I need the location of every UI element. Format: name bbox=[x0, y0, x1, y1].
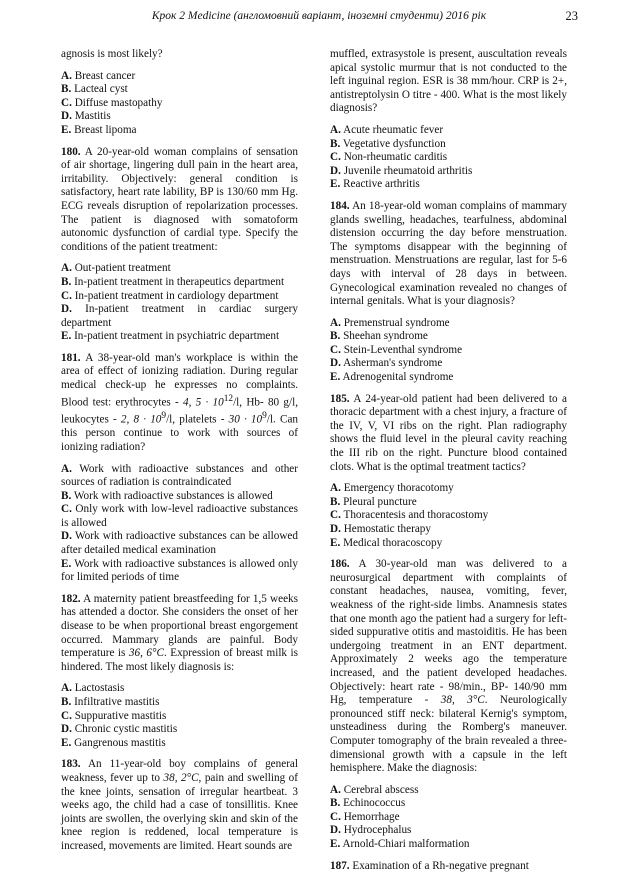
answer-option: B. Sheehan syndrome bbox=[330, 330, 428, 343]
question-text: An 18-year-old woman complains of mammary glands swelling, headaches, tearfulness, abdominal distension occurring the day before menstruation. The symptoms disappear with the beginning of menstruation. Menstruations are regular, last for 5-6 days with interval of 28 days in between. Gynecological examination revealed no changes of internal genitals. What is your diagnosis? bbox=[330, 199, 567, 308]
answer-option: C. Only work with low-level radioactive substances is allowed bbox=[61, 503, 299, 529]
question-number: 181. bbox=[61, 351, 81, 364]
question-186: 186. A 30-year-old man was delivered to a neurosurgical department with complaints of constant headaches, nausea, vomiting, fever, weakness of the right-side limbs. Anamnesis states that one month ago the patient had a surgery for left-sided suppurative otitis and mastoiditis. He has been undergoing treatment in an ENT department. Approximately 2 weeks ago the temperature increased, and the patient developed headaches. Objectively: heart rate - 98/min., BP- 140/90 mm Hg, temperature - 38, 3°C. Neurologically pronounced stiff neck: bilateral Kernig's symptom, unsteadiness during the Romberg's maneuver. Computer tomography of the brain revealed a three-dimensional growth with a capsule in the left hemisphere. Make the diagnosis: bbox=[330, 558, 567, 775]
answer-option: B. Infiltrative mastitis bbox=[61, 696, 160, 708]
answer-option: E. Medical thoracoscopy bbox=[330, 536, 443, 549]
right-column bbox=[330, 48, 567, 881]
question-text: A 20-year-old woman complains of sensation of air shortage, lingering dull pain in the heart area, irritability. Objectively: general condition is satisfactory, heart rate lability, BP is 130/60 mm Hg. ECG reveals disruption of repolarization processes. The patient is diagnosed with somatoform autonomic dysfunction of cardial type. Specify the conditions of the patient treatment: bbox=[61, 145, 298, 253]
answer-option: B. Echinococcus bbox=[330, 797, 406, 810]
answer-option: E. Arnold-Chiari malformation bbox=[330, 838, 470, 851]
question-number: 180. bbox=[61, 145, 81, 158]
answer-options bbox=[330, 784, 567, 852]
question-continuation: muffled, extrasystole is present, auscultation reveals apical systolic murmur that is not conducted to the left inguinal region. ESR is 38 mm/hour. CRP is 2+, antistreptolysin O titre - 400. What is the most likely diagnosis? bbox=[330, 48, 567, 115]
question-182: 182. A maternity patient breastfeeding for 1,5 weeks has attended a doctor. She considers the onset of her disease to be when proportional breast engorgement occurred. Mammary glands are painful. Body temperature is 36, 6°C. Expression of breast milk is hindered. The most likely diagnosis is: bbox=[61, 592, 298, 673]
answer-options bbox=[330, 124, 567, 192]
answer-option: D. Juvenile rheumatoid arthritis bbox=[330, 164, 473, 177]
answer-option: D. Chronic cystic mastitis bbox=[61, 723, 178, 736]
answer-options bbox=[61, 463, 298, 585]
answer-option: A. Emergency thoracotomy bbox=[330, 482, 454, 495]
question-number: 187. bbox=[330, 859, 350, 872]
answer-option: E. Gangrenous mastitis bbox=[61, 736, 166, 749]
question-number: 186. bbox=[330, 558, 350, 571]
answer-option: B. Lacteal cyst bbox=[61, 83, 128, 96]
answer-option: C. Suppurative mastitis bbox=[61, 709, 167, 722]
question-187 bbox=[330, 860, 567, 874]
answer-option: C. Thoracentesis and thoracostomy bbox=[330, 509, 489, 522]
question-number: 184. bbox=[330, 199, 350, 212]
answer-option: C. Non-rheumatic carditis bbox=[330, 151, 448, 164]
answer-options bbox=[61, 262, 298, 344]
answer-option: B. Pleural puncture bbox=[330, 495, 417, 508]
answer-option: B. In-patient treatment in therapeutics department bbox=[61, 275, 285, 288]
answer-option: A. Out-patient treatment bbox=[61, 262, 171, 275]
answer-option: A. Lactostasis bbox=[61, 682, 125, 695]
answer-options bbox=[330, 482, 567, 550]
answer-option: C. Diffuse mastopathy bbox=[61, 96, 163, 109]
answer-option: C. Hemorrhage bbox=[330, 810, 400, 823]
answer-option: D. Hemostatic therapy bbox=[330, 523, 431, 535]
answer-option: E. Reactive arthritis bbox=[330, 178, 420, 191]
question-180 bbox=[61, 146, 298, 255]
answer-options bbox=[330, 317, 567, 385]
page-number: 23 bbox=[565, 9, 578, 23]
answer-option: E. Breast lipoma bbox=[61, 123, 137, 136]
question-text: A 24-year-old patient had been delivered to a thoracic department with a chest injury, a fracture of the IV, V, VI ribs on the right. Plan radiography shows the fluid level in the pleural cavity reaching the III rib on the right. Puncture blood contained clots. What is the optimal treatment tactics? bbox=[330, 392, 567, 473]
answer-option: A. Work with radioactive substances and other sources of radiation is contraindicated bbox=[61, 462, 298, 489]
answer-option: A. Breast cancer bbox=[61, 69, 136, 82]
answer-option: D. Work with radioactive substances can be allowed after detailed medical examination bbox=[61, 530, 298, 557]
question-continuation: agnosis is most likely? bbox=[61, 48, 163, 60]
answer-options bbox=[61, 682, 298, 750]
answer-option: E. In-patient treatment in psychiatric department bbox=[61, 330, 280, 343]
question-181: 181. A 38-year-old man's workplace is within the area of effect of ionizing radiation. During regular medical check-up he expresses no complaints. Blood test: erythrocytes - 4, $5 \cdot 10^{12}/l$, Hb- 80 g/l, leukocytes - 2, $8 \cdot 10^9/l$, platelets - $30 \cdot 10^9/l$. Can this person continue to work with sources of ionizing radiation? bbox=[61, 351, 299, 453]
question-185 bbox=[330, 393, 567, 475]
answer-option: A. Premenstrual syndrome bbox=[330, 316, 450, 329]
answer-option: E. Adrenogenital syndrome bbox=[330, 371, 454, 384]
question-184 bbox=[330, 200, 567, 309]
question-number: 183. bbox=[61, 758, 81, 771]
answer-option: A. Cerebral abscess bbox=[330, 783, 419, 796]
page-header bbox=[0, 8, 638, 28]
answer-option: C. In-patient treatment in cardiology department bbox=[61, 289, 279, 302]
left-column bbox=[61, 48, 298, 862]
answer-option: D. Asherman's syndrome bbox=[330, 357, 443, 370]
answer-option: D. Hydrocephalus bbox=[330, 824, 412, 837]
answer-options bbox=[61, 70, 298, 138]
answer-option: A. Acute rheumatic fever bbox=[330, 123, 444, 136]
running-title: Крок 2 Medicine (англомовний варіант, іноземні студенти) 2016 рік bbox=[151, 10, 487, 22]
answer-option: B. Work with radioactive substances is allowed bbox=[61, 489, 273, 502]
question-183: 183. An 11-year-old boy complains of general weakness, fever up to 38, 2°C, pain and swelling of the knee joints, sensation of irregular heartbeat. 3 weeks ago, the child had a case of tonsillitis. Knee joints are swollen, the overlying skin and skin of the knee region is reddened, local temperature is increased, movements are limited. Heart sounds are bbox=[61, 758, 298, 852]
question-number: 185. bbox=[330, 392, 350, 405]
answer-option: B. Vegetative dysfunction bbox=[330, 137, 446, 150]
question-text: Examination of a Rh-negative pregnant bbox=[352, 859, 529, 872]
answer-option: C. Stein-Leventhal syndrome bbox=[330, 343, 463, 356]
answer-option: D. In-patient treatment in cardiac surgery department bbox=[61, 303, 299, 329]
question-number: 182. bbox=[61, 592, 81, 605]
answer-option: D. Mastitis bbox=[61, 110, 111, 123]
answer-option: E. Work with radioactive substances is allowed only for limited periods of time bbox=[61, 557, 298, 584]
